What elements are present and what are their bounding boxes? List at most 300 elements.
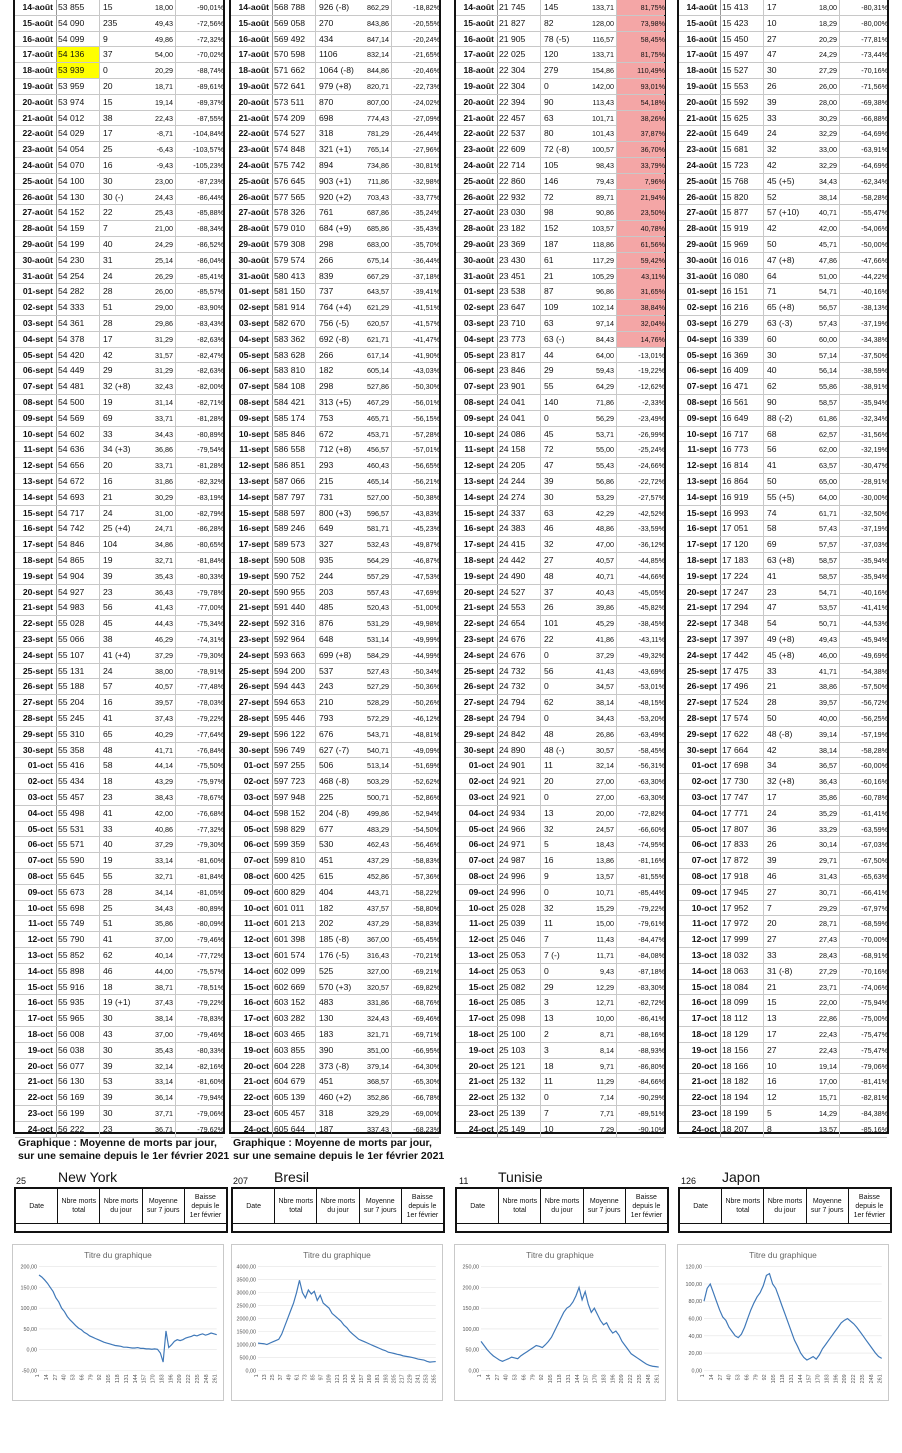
row-change-pct: 59,42% — [616, 253, 665, 268]
row-7day-average: 37,00 — [155, 935, 173, 945]
row-change-pct: -83,43% — [175, 316, 224, 331]
row-total-deaths: 601 398 — [274, 934, 306, 945]
table-row — [15, 427, 223, 443]
row-total-deaths: 579 308 — [274, 239, 306, 249]
table-row — [15, 901, 223, 917]
table-row — [15, 190, 223, 206]
table-row — [456, 932, 664, 948]
table-row — [231, 111, 439, 127]
row-7day-average: 38,86 — [819, 682, 837, 692]
row-date: 04-sept — [18, 332, 57, 347]
row-7day-average: 40,57 — [596, 556, 614, 565]
row-change-pct: -44,99% — [391, 648, 440, 663]
row-daily-deaths: 88 (-2) — [763, 411, 801, 426]
row-7day-average: 56,29 — [596, 413, 614, 423]
y-tick-label: -50,00 — [21, 1368, 38, 1375]
row-total-deaths: 572 641 — [274, 81, 306, 91]
row-7day-average: 35,43 — [155, 571, 173, 581]
row-daily-deaths: 41 — [99, 711, 137, 726]
row-daily-deaths: 24 — [99, 506, 137, 521]
row-date: 26-sept — [18, 679, 57, 694]
y-tick-label: 60,00 — [688, 1316, 703, 1323]
row-total-deaths: 596 122 — [274, 728, 306, 739]
row-7day-average: 38,14 — [819, 192, 837, 202]
row-date: 09-oct — [682, 885, 721, 900]
row-change-pct: -41,90% — [391, 348, 440, 363]
row-daily-deaths: 506 — [315, 758, 353, 773]
row-date: 26-sept — [682, 679, 721, 694]
table-row — [15, 316, 223, 332]
row-daily-deaths: 30 — [763, 348, 801, 363]
row-date: 16-août — [682, 32, 721, 47]
row-daily-deaths: 692 (-8) — [315, 332, 353, 347]
row-date: 19-sept — [459, 569, 498, 584]
x-tick-label: 248 — [203, 1374, 210, 1384]
row-date: 03-oct — [459, 790, 498, 805]
table-row — [456, 427, 664, 443]
row-change-pct: -41,51% — [391, 300, 440, 315]
x-tick-label: 144 — [797, 1374, 804, 1384]
row-total-deaths: 602 669 — [274, 981, 306, 992]
row-change-pct: -27,09% — [391, 111, 440, 126]
row-7day-average: 59,43 — [596, 366, 614, 376]
table-row — [231, 427, 439, 443]
row-date: 15-août — [682, 16, 721, 31]
row-change-pct: -63,30% — [616, 774, 665, 789]
row-change-pct: -58,83% — [391, 916, 440, 931]
row-date: 17-sept — [459, 537, 498, 552]
row-7day-average: 19,14 — [819, 1061, 837, 1071]
row-7day-average: 44,00 — [155, 966, 173, 976]
x-tick-label: 40 — [726, 1374, 733, 1381]
row-date: 20-sept — [234, 585, 273, 600]
x-tick-label: 1 — [254, 1374, 261, 1378]
row-total-deaths: 24 987 — [499, 855, 526, 866]
table-row — [231, 521, 439, 537]
row-change-pct: -58,45% — [616, 743, 665, 758]
table-row — [679, 95, 887, 111]
table-row — [456, 806, 664, 822]
table-row — [15, 411, 223, 427]
row-date: 13-sept — [459, 474, 498, 489]
row-total-deaths: 23 901 — [499, 381, 526, 392]
row-total-deaths: 25 103 — [499, 1044, 526, 1055]
row-date: 26-août — [682, 190, 721, 205]
row-daily-deaths: 33 — [99, 822, 137, 837]
row-date: 19-août — [234, 79, 273, 94]
row-7day-average: 133,71 — [592, 3, 614, 12]
row-daily-deaths: 19 — [99, 853, 137, 868]
row-7day-average: 142,00 — [592, 82, 614, 91]
row-total-deaths: 592 964 — [274, 634, 306, 644]
row-7day-average: 40,14 — [155, 951, 173, 960]
table-row — [456, 916, 664, 932]
row-daily-deaths: 42 — [763, 221, 801, 236]
row-daily-deaths: 42 — [763, 158, 801, 173]
row-7day-average: 460,43 — [367, 461, 389, 471]
row-total-deaths: 605 644 — [274, 1123, 306, 1134]
table-row — [231, 758, 439, 774]
table-row — [231, 332, 439, 348]
row-change-pct: -35,94% — [839, 553, 888, 568]
row-total-deaths: 571 662 — [274, 65, 306, 76]
table-row — [15, 474, 223, 490]
country-name: Bresil — [274, 1169, 310, 1185]
row-date: 25-sept — [459, 664, 498, 679]
row-total-deaths: 15 450 — [722, 33, 749, 44]
row-daily-deaths: 7 — [540, 932, 578, 947]
row-date: 04-oct — [18, 806, 57, 821]
y-tick-label: 1000,00 — [236, 1342, 257, 1349]
table-row — [231, 458, 439, 474]
row-7day-average: 38,00 — [155, 666, 173, 676]
row-date: 11-sept — [234, 442, 273, 457]
row-7day-average: -8,71 — [156, 129, 173, 139]
row-7day-average: 765,14 — [367, 145, 389, 155]
row-total-deaths: 56 222 — [58, 1123, 85, 1134]
row-daily-deaths: 55 — [540, 379, 578, 394]
table-row — [456, 616, 664, 632]
table-row — [679, 995, 887, 1011]
row-7day-average: 22,00 — [819, 998, 837, 1008]
row-total-deaths: 54 070 — [58, 160, 85, 170]
y-tick-label: 2000,00 — [236, 1316, 257, 1323]
row-daily-deaths: 17 — [99, 126, 137, 141]
row-total-deaths: 584 108 — [274, 381, 306, 392]
row-change-pct: -43,69% — [616, 664, 665, 679]
table-row — [679, 727, 887, 743]
row-7day-average: 44,43 — [155, 619, 173, 629]
row-total-deaths: 16 773 — [722, 444, 749, 455]
table-row — [15, 853, 223, 869]
row-total-deaths: 55 645 — [58, 871, 85, 881]
row-date: 24-août — [18, 158, 57, 173]
row-7day-average: 675,14 — [367, 255, 389, 265]
row-change-pct: -74,95% — [616, 837, 665, 852]
row-7day-average: -6,43 — [156, 145, 173, 155]
row-change-pct: -68,23% — [391, 1122, 440, 1137]
table-row — [231, 126, 439, 142]
row-change-pct: 81,75% — [616, 47, 665, 62]
row-total-deaths: 23 451 — [499, 270, 526, 281]
table-row — [231, 948, 439, 964]
header-cell: Moyenne sur 7 jours — [584, 1189, 626, 1223]
row-date: 19-août — [18, 79, 57, 94]
row-total-deaths: 22 457 — [499, 112, 526, 123]
row-total-deaths: 24 158 — [499, 444, 526, 455]
row-7day-average: 38,43 — [155, 793, 173, 802]
row-date: 10-sept — [682, 427, 721, 442]
row-change-pct: -86,41% — [616, 1011, 665, 1026]
row-total-deaths: 594 443 — [274, 681, 306, 692]
table-row — [15, 0, 223, 16]
row-date: 27-sept — [234, 695, 273, 710]
row-daily-deaths: 12 — [763, 1090, 801, 1105]
table-row — [231, 205, 439, 221]
row-change-pct: -44,22% — [839, 269, 888, 284]
row-total-deaths: 54 846 — [58, 539, 85, 550]
row-change-pct: -57,28% — [391, 427, 440, 442]
row-total-deaths: 54 500 — [58, 397, 85, 407]
header-cell: Nbre morts total — [58, 1189, 100, 1223]
row-change-pct: -52,94% — [391, 806, 440, 821]
row-daily-deaths: 390 — [315, 1043, 353, 1058]
table-row — [679, 47, 887, 63]
table-row — [679, 616, 887, 632]
table-row — [15, 395, 223, 411]
table-row — [231, 916, 439, 932]
row-date: 17-oct — [459, 1011, 498, 1026]
row-date: 01-oct — [459, 758, 498, 773]
row-change-pct: -28,91% — [839, 474, 888, 489]
row-date: 17-oct — [234, 1011, 273, 1026]
row-change-pct: 21,94% — [616, 190, 665, 205]
table-row — [679, 521, 887, 537]
row-7day-average: 37,71 — [155, 1109, 173, 1118]
row-change-pct: -70,21% — [391, 948, 440, 963]
row-daily-deaths: 870 — [315, 95, 353, 110]
row-daily-deaths: 82 — [540, 16, 578, 31]
x-tick-label: 261 — [877, 1374, 884, 1384]
x-tick-label: 157 — [806, 1374, 813, 1384]
row-total-deaths: 55 965 — [58, 1013, 85, 1024]
row-daily-deaths: 49 (+8) — [763, 632, 801, 647]
table-row — [679, 237, 887, 253]
table-row — [679, 679, 887, 695]
row-total-deaths: 569 492 — [274, 33, 306, 44]
row-7day-average: 33,29 — [819, 824, 837, 834]
table-row — [231, 964, 439, 980]
row-change-pct: -60,78% — [839, 790, 888, 805]
row-total-deaths: 17 952 — [722, 902, 749, 913]
row-date: 02-oct — [682, 774, 721, 789]
row-7day-average: 24,43 — [155, 192, 173, 202]
row-total-deaths: 54 012 — [58, 112, 85, 123]
row-change-pct: -77,64% — [175, 727, 224, 742]
row-change-pct: -66,95% — [391, 1043, 440, 1058]
row-daily-deaths: 0 — [540, 411, 578, 426]
row-daily-deaths: 0 — [540, 964, 578, 979]
row-change-pct: -53,01% — [616, 679, 665, 694]
row-change-pct: -45,82% — [616, 600, 665, 615]
row-total-deaths: 581 150 — [274, 286, 306, 297]
header-cell: Baisse depuis le 1er février — [406, 1193, 439, 1219]
row-7day-average: 321,71 — [367, 1030, 389, 1039]
table-row — [679, 395, 887, 411]
table-row — [231, 790, 439, 806]
row-change-pct: -40,16% — [839, 284, 888, 299]
row-total-deaths: 24 337 — [499, 507, 526, 518]
row-date: 20-sept — [18, 585, 57, 600]
table-row — [679, 774, 887, 790]
row-change-pct: -70,16% — [839, 964, 888, 979]
row-7day-average: 25,14 — [155, 255, 173, 265]
table-row — [456, 411, 664, 427]
row-7day-average: 56,14 — [819, 366, 837, 376]
table-row — [15, 16, 223, 32]
row-daily-deaths: 29 — [540, 363, 578, 378]
table-row — [15, 205, 223, 221]
row-daily-deaths: 0 — [540, 885, 578, 900]
table-row — [679, 932, 887, 948]
table-row — [679, 442, 887, 458]
table-row — [679, 300, 887, 316]
row-daily-deaths: 451 — [315, 853, 353, 868]
row-date: 09-sept — [18, 411, 57, 426]
row-daily-deaths: 16 — [99, 695, 137, 710]
row-change-pct: -78,83% — [175, 1011, 224, 1026]
row-total-deaths: 15 649 — [722, 128, 749, 139]
row-date: 25-août — [234, 174, 273, 189]
row-total-deaths: 601 213 — [274, 918, 306, 929]
table-row — [679, 1074, 887, 1090]
row-change-pct: -81,05% — [175, 885, 224, 900]
row-change-pct: -50,36% — [391, 679, 440, 694]
row-daily-deaths: 2 — [540, 1027, 578, 1042]
row-7day-average: 50,71 — [819, 619, 837, 629]
row-daily-deaths: 65 — [99, 727, 137, 742]
row-date: 28-août — [682, 221, 721, 236]
row-date: 20-oct — [459, 1059, 498, 1074]
table-row — [679, 458, 887, 474]
row-7day-average: 47,00 — [596, 540, 614, 550]
row-7day-average: 96,86 — [596, 287, 614, 297]
country-name: New York — [58, 1169, 118, 1185]
row-daily-deaths: 45 (+8) — [763, 648, 801, 663]
row-daily-deaths: 50 — [763, 237, 801, 252]
row-change-pct: -81,55% — [616, 869, 665, 884]
table-row — [231, 63, 439, 79]
row-daily-deaths: 50 — [763, 711, 801, 726]
row-daily-deaths: 37 — [540, 585, 578, 600]
row-total-deaths: 15 413 — [722, 2, 749, 12]
row-7day-average: 557,29 — [367, 571, 389, 581]
row-date: 19-sept — [234, 569, 273, 584]
row-date: 14-août — [682, 0, 721, 15]
row-change-pct: -76,68% — [175, 806, 224, 821]
row-daily-deaths: 313 (+5) — [315, 395, 353, 410]
row-change-pct: -64,69% — [839, 158, 888, 173]
row-total-deaths: 22 025 — [499, 49, 526, 60]
x-tick-label: 92 — [762, 1374, 769, 1381]
row-daily-deaths: 298 — [315, 237, 353, 252]
row-change-pct: -70,00% — [839, 932, 888, 947]
x-tick-label: 253 — [423, 1374, 430, 1384]
x-tick-label: 145 — [350, 1374, 357, 1384]
table-row — [15, 126, 223, 142]
x-tick-label: 157 — [583, 1374, 590, 1384]
row-daily-deaths: 1106 — [315, 47, 353, 62]
row-7day-average: 39,14 — [819, 729, 837, 739]
row-date: 14-oct — [682, 964, 721, 979]
y-tick-label: 250,00 — [462, 1264, 480, 1271]
row-7day-average: 31,29 — [155, 334, 173, 344]
x-tick-label: 235 — [859, 1374, 866, 1384]
table-row — [679, 664, 887, 680]
row-7day-average: 807,00 — [367, 97, 389, 107]
row-daily-deaths: 30 — [99, 1011, 137, 1026]
row-7day-average: 33,71 — [155, 461, 173, 471]
header-cell: Moyenne sur 7 jours — [807, 1189, 849, 1223]
table-row — [15, 47, 223, 63]
row-total-deaths: 577 565 — [274, 191, 306, 202]
row-total-deaths: 24 676 — [499, 649, 526, 660]
row-7day-average: 58,57 — [819, 398, 837, 407]
row-date: 13-sept — [18, 474, 57, 489]
row-date: 24-oct — [18, 1122, 57, 1137]
row-total-deaths: 54 282 — [58, 286, 85, 297]
x-tick-label: 170 — [150, 1374, 157, 1384]
header-table — [455, 1187, 669, 1233]
table-row — [15, 569, 223, 585]
x-tick-label: 49 — [286, 1374, 293, 1381]
x-tick-label: 14 — [708, 1374, 715, 1381]
row-total-deaths: 24 383 — [499, 523, 526, 534]
row-daily-deaths: 55 (+5) — [763, 490, 801, 505]
row-date: 27-août — [18, 205, 57, 220]
row-7day-average: 7,71 — [600, 1109, 614, 1118]
row-daily-deaths: 676 — [315, 727, 353, 742]
row-daily-deaths: 0 — [540, 679, 578, 694]
row-daily-deaths: 41 — [99, 932, 137, 947]
table-row — [679, 901, 887, 917]
row-daily-deaths: 204 (-8) — [315, 806, 353, 821]
table-row — [679, 758, 887, 774]
row-date: 06-sept — [234, 363, 273, 378]
row-daily-deaths: 764 (+4) — [315, 300, 353, 315]
row-total-deaths: 55 590 — [58, 855, 85, 866]
row-date: 16-sept — [234, 521, 273, 536]
table-row — [679, 506, 887, 522]
table-row — [231, 1090, 439, 1106]
country-number: 25 — [16, 1176, 27, 1186]
row-change-pct: -90,10% — [616, 1122, 665, 1137]
row-7day-average: 13,57 — [596, 872, 614, 881]
row-date: 17-août — [459, 47, 498, 62]
row-change-pct: 54,18% — [616, 95, 665, 110]
row-total-deaths: 17 348 — [722, 618, 749, 629]
table-row — [679, 1011, 887, 1027]
table-row — [15, 600, 223, 616]
row-7day-average: 18,29 — [819, 18, 837, 28]
x-tick-label: 131 — [565, 1374, 572, 1384]
x-tick-label: 27 — [717, 1374, 724, 1381]
row-daily-deaths: 183 — [315, 1027, 353, 1042]
row-date: 29-août — [682, 237, 721, 252]
x-tick-label: 196 — [168, 1374, 175, 1384]
row-total-deaths: 590 508 — [274, 555, 306, 565]
row-daily-deaths: 187 — [540, 237, 578, 252]
row-date: 23-sept — [18, 632, 57, 647]
row-total-deaths: 55 188 — [58, 681, 85, 692]
row-date: 28-sept — [234, 711, 273, 726]
row-total-deaths: 24 041 — [499, 397, 526, 407]
table-row — [15, 521, 223, 537]
x-tick-label: 248 — [868, 1374, 875, 1384]
row-daily-deaths: 30 — [99, 174, 137, 189]
table-row — [231, 932, 439, 948]
row-date: 23-août — [459, 142, 498, 157]
row-total-deaths: 597 723 — [274, 776, 306, 787]
header-cell: Nbre morts du jour — [541, 1189, 583, 1223]
table-row — [679, 158, 887, 174]
table-row — [15, 348, 223, 364]
row-daily-deaths: 90 — [540, 95, 578, 110]
series-line — [704, 1274, 882, 1360]
row-7day-average: 331,86 — [367, 998, 389, 1008]
row-7day-average: 503,29 — [367, 777, 389, 787]
row-7day-average: 39,57 — [819, 698, 837, 708]
